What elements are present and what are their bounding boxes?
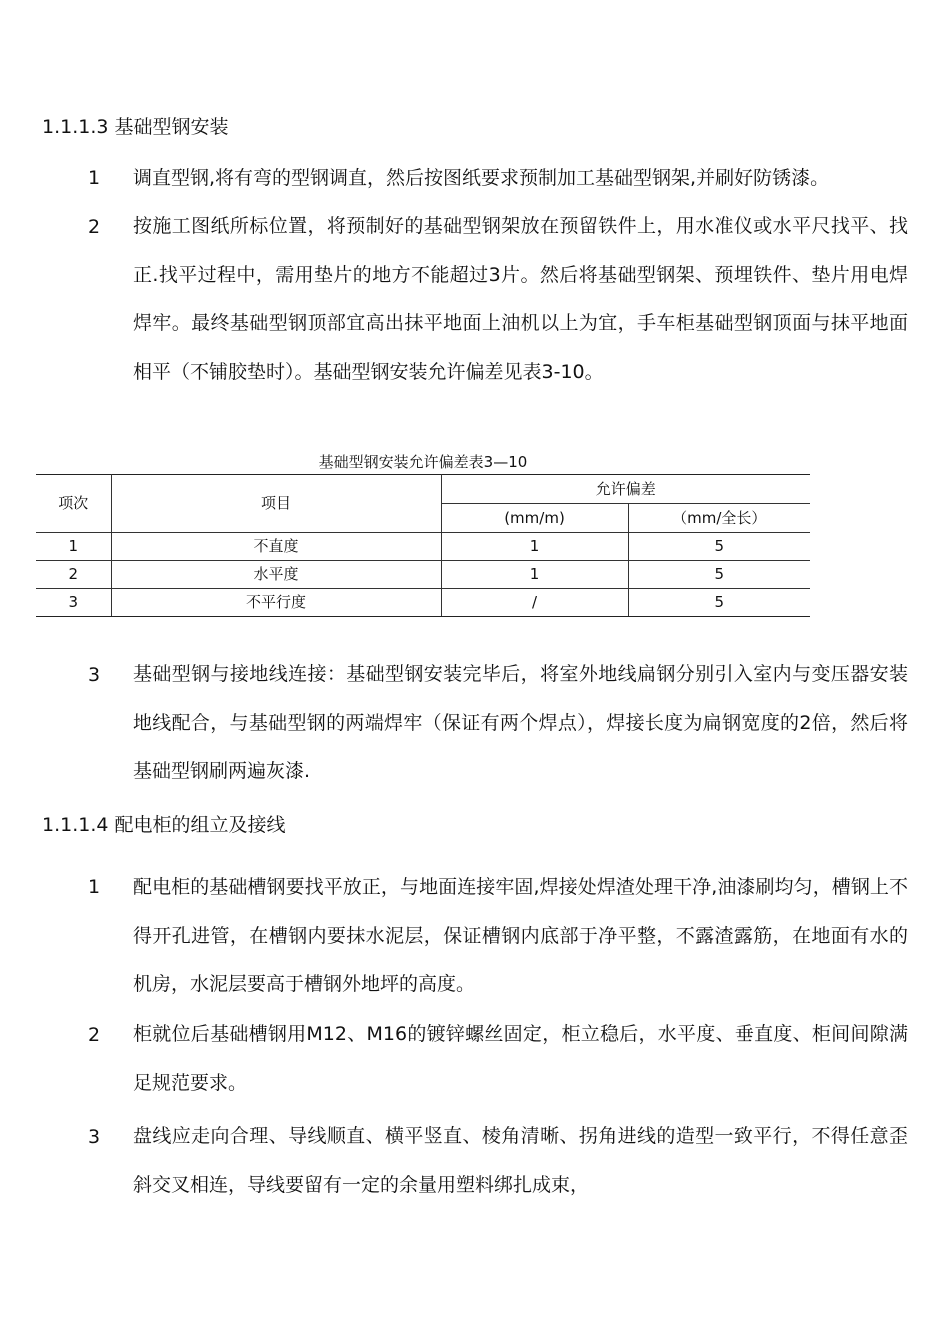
cell-index: 3 [36,589,111,617]
header-index: 项次 [36,475,111,533]
cell-per-m: 1 [441,533,628,561]
list-item-number: 2 [88,216,101,238]
list-item-number: 3 [88,664,101,686]
cell-full: 5 [628,533,810,561]
table-row [36,533,810,561]
header-per-m: (mm/m) [441,504,628,533]
cell-item: 水平度 [111,561,441,589]
section-heading: 1.1.1.3 基础型钢安装 [42,116,229,138]
cell-item: 不平行度 [111,589,441,617]
cell-index: 1 [36,533,111,561]
table-row [36,561,810,589]
list-item-text: 盘线应走向合理、导线顺直、横平竖直、棱角清晰、拐角进线的造型一致平行，不得任意歪斜交叉相连，导线要留有一定的余量用塑料绑扎成束， [133,1125,908,1196]
table-caption: 基础型钢安装允许偏差表3—10 [318,453,528,471]
cell-per-m: 1 [441,561,628,589]
list-item-text: 柜就位后基础槽钢用M12、M16的镀锌螺丝固定，柜立稳后，水平度、垂直度、柜间间隙满足规范要求。 [133,1023,908,1094]
section-heading: 1.1.1.4 配电柜的组立及接线 [42,814,286,836]
cell-index: 2 [36,561,111,589]
list-item-text: 按施工图纸所标位置，将预制好的基础型钢架放在预留铁件上，用水准仪或水平尺找平、找正.找平过程中，需用垫片的地方不能超过3片。然后将基础型钢架、预埋铁件、垫片用电焊焊牢。最终基础型钢顶部宜高出抹平地面上油机以上为宜，手车柜基础型钢顶面与抹平地面相平（不铺胶垫时）。基础型钢安装允许偏差见表3-10。 [133,215,908,383]
cell-full: 5 [628,589,810,617]
cell-item: 不直度 [111,533,441,561]
list-item-number: 2 [88,1024,101,1046]
header-item: 项目 [111,475,441,533]
header-full: （mm/全长） [628,504,810,533]
table-header-row [36,475,810,504]
list-item-number: 1 [88,876,101,898]
cell-full: 5 [628,561,810,589]
table-row [36,589,810,617]
list-item-text: 基础型钢与接地线连接：基础型钢安装完毕后，将室外地线扁钢分别引入室内与变压器安装地线配合，与基础型钢的两端焊牢（保证有两个焊点），焊接长度为扁钢宽度的2倍，然后将基础型钢刷两遍灰漆. [133,663,908,782]
deviation-table [36,474,810,617]
list-item-number: 1 [88,167,101,189]
list-item-text: 调直型钢,将有弯的型钢调直，然后按图纸要求预制加工基础型钢架,并刷好防锈漆。 [133,167,830,189]
list-item-text: 配电柜的基础槽钢要找平放正，与地面连接牢固,焊接处焊渣处理干净,油漆刷均匀，槽钢上不得开孔进管，在槽钢内要抹水泥层，保证槽钢内底部于净平整，不露渣露筋，在地面有水的机房，水泥层要高于槽钢外地坪的高度。 [133,876,908,995]
list-item-number: 3 [88,1126,101,1148]
header-group: 允许偏差 [441,475,810,504]
cell-per-m: / [441,589,628,617]
